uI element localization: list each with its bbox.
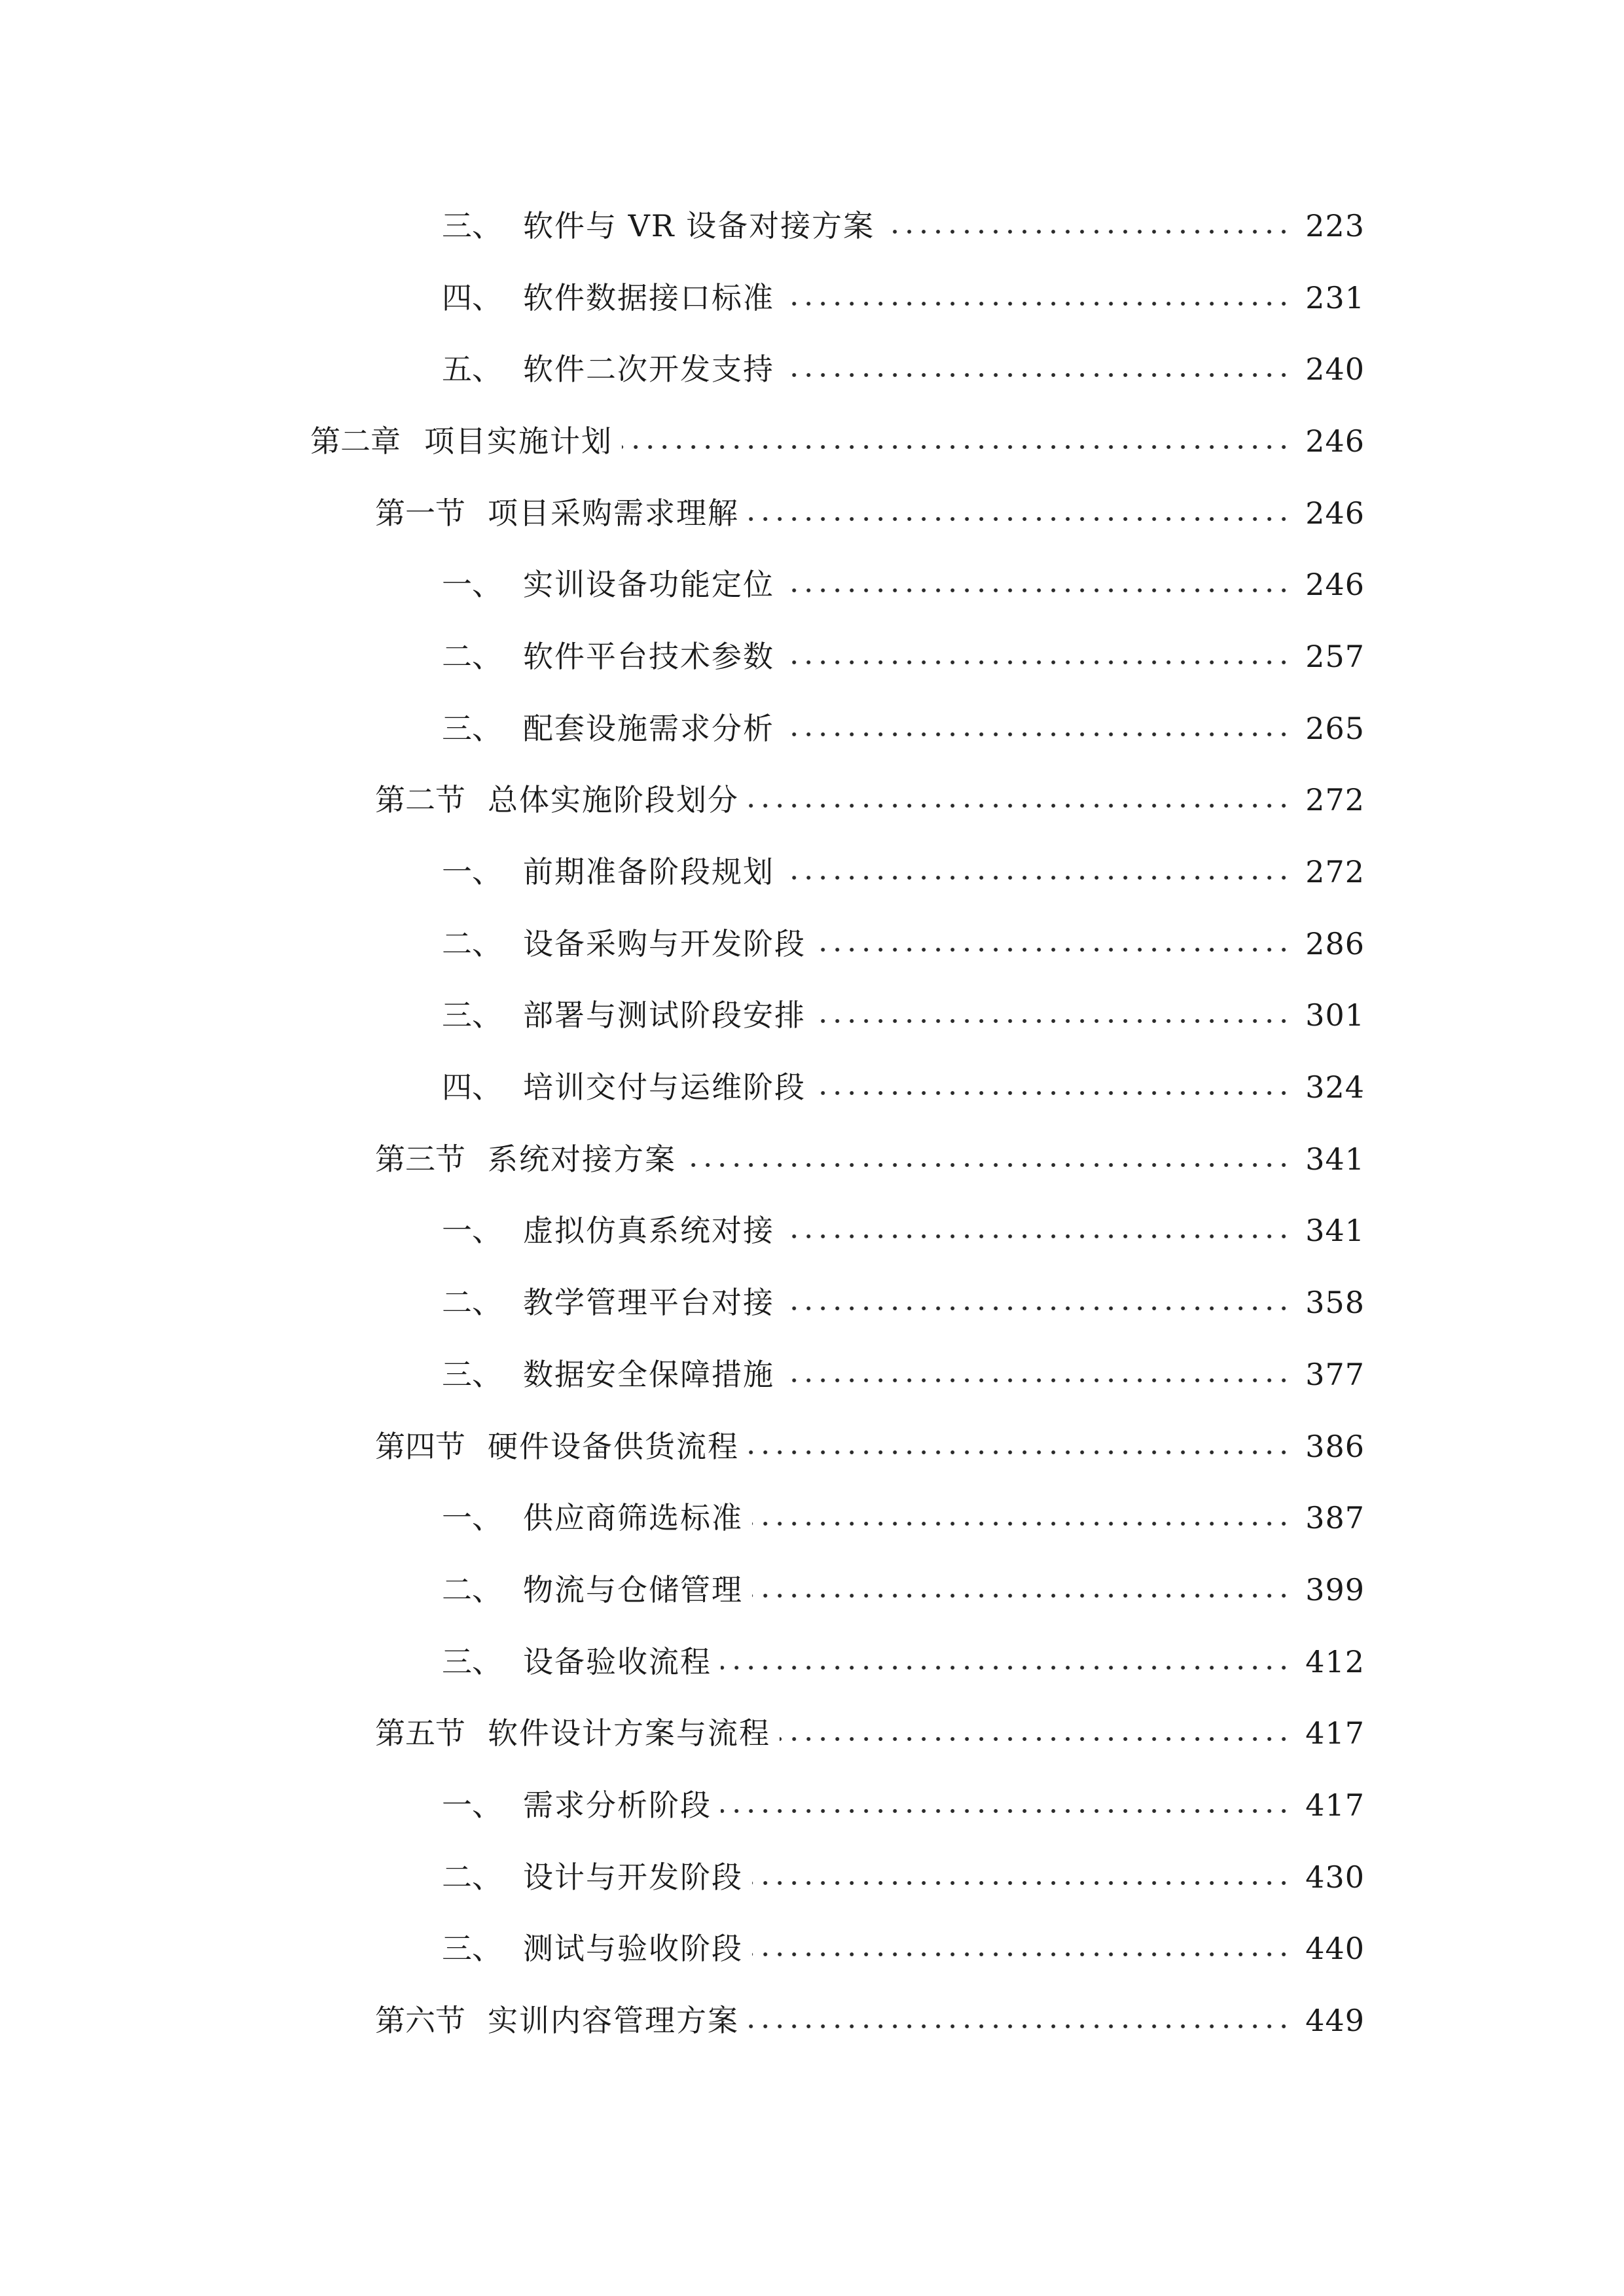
toc-entry-number: 五、 [442,351,502,387]
toc-entry-page: 430 [1305,1859,1365,1895]
toc-entry[interactable] [0,1841,1624,1913]
toc-entry-page: 440 [1305,1931,1365,1967]
toc-entry[interactable] [0,190,1624,262]
dot-leader [748,1449,1291,1456]
toc-entry-number: 三、 [442,207,502,243]
toc-entry-title: 软件平台技术参数 [523,638,774,674]
dot-leader [784,659,1291,666]
toc-entry-page: 301 [1305,997,1365,1033]
toc-entry-page: 417 [1305,1715,1365,1751]
toc-entry[interactable] [0,1554,1624,1626]
toc-entry-title: 教学管理平台对接 [523,1285,774,1321]
toc-entry-number: 第二章 [310,423,401,459]
dot-leader [815,946,1291,953]
toc-entry-number: 一、 [442,567,502,603]
dot-leader [884,228,1291,235]
toc-entry-title: 培训交付与运维阶段 [523,1069,806,1105]
toc-entry-title: 虚拟仿真系统对接 [523,1213,774,1249]
dot-leader [815,1090,1291,1096]
dot-leader [784,1233,1291,1240]
toc-entry-number: 三、 [442,1931,502,1967]
toc-entry-number: 三、 [442,1356,502,1392]
dot-leader [622,444,1291,450]
toc-entry[interactable] [0,1913,1624,1985]
toc-entry-number: 二、 [442,1571,502,1607]
dot-leader [784,300,1291,307]
toc-entry-number: 二、 [442,638,502,674]
toc-entry-page: 246 [1305,423,1365,459]
toc-entry[interactable] [0,620,1624,692]
toc-section-entry[interactable] [0,1123,1624,1195]
toc-entry[interactable] [0,980,1624,1052]
toc-entry-title: 部署与测试阶段安排 [523,997,806,1033]
dot-leader [752,1880,1291,1886]
dot-leader [748,802,1291,809]
toc-entry-number: 四、 [442,1069,502,1105]
toc-entry[interactable] [0,262,1624,334]
toc-entry[interactable] [0,1338,1624,1410]
toc-entry-title: 设备采购与开发阶段 [523,925,806,961]
toc-entry-number: 第三节 [375,1141,465,1177]
toc-entry-title: 系统对接方案 [488,1141,676,1177]
toc-section-entry[interactable] [0,477,1624,549]
toc-section-entry[interactable] [0,1410,1624,1482]
dot-leader [752,1520,1291,1527]
toc-entry-title: 设计与开发阶段 [523,1859,743,1895]
dot-leader [780,1736,1291,1742]
toc-entry[interactable] [0,548,1624,620]
toc-entry-page: 324 [1305,1069,1365,1105]
toc-entry-number: 第四节 [375,1428,465,1464]
toc-entry-page: 387 [1305,1500,1365,1536]
toc-entry-number: 一、 [442,1787,502,1823]
dot-leader [815,1018,1291,1024]
dot-leader [784,587,1291,594]
toc-entry-title: 测试与验收阶段 [523,1931,743,1967]
dot-leader [784,874,1291,881]
toc-entry-title: 硬件设备供货流程 [488,1428,739,1464]
toc-entry-number: 第五节 [375,1715,465,1751]
toc-entry-page: 377 [1305,1356,1365,1392]
toc-entry-number: 第六节 [375,2003,465,2039]
toc-entry-page: 399 [1305,1571,1365,1607]
toc-entry[interactable] [0,1195,1624,1267]
toc-section-entry[interactable] [0,1984,1624,2056]
toc-entry-page: 240 [1305,351,1365,387]
toc-entry-number: 二、 [442,925,502,961]
toc-entry-number: 一、 [442,1500,502,1536]
toc-entry-title: 软件数据接口标准 [523,279,774,315]
toc-entry-title: 实训内容管理方案 [488,2003,739,2039]
dot-leader [784,372,1291,378]
toc-entry-title: 软件与 VR 设备对接方案 [523,207,875,243]
toc-chapter-entry[interactable] [0,405,1624,477]
toc-entry-page: 412 [1305,1643,1365,1679]
toc-entry-number: 第一节 [375,495,465,531]
toc-entry[interactable] [0,1482,1624,1554]
toc-entry-page: 246 [1305,567,1365,603]
toc-entry-title: 项目实施计划 [424,423,613,459]
toc-entry-number: 三、 [442,997,502,1033]
dot-leader [752,1951,1291,1958]
dot-leader [721,1664,1291,1671]
dot-leader [721,1808,1291,1814]
dot-leader [748,2023,1291,2030]
toc-entry-number: 二、 [442,1285,502,1321]
toc-entry[interactable] [0,1266,1624,1338]
toc-entry-page: 417 [1305,1787,1365,1823]
toc-section-entry[interactable] [0,764,1624,836]
toc-entry-page: 341 [1305,1141,1365,1177]
toc-section-entry[interactable] [0,1697,1624,1769]
toc-entry-page: 223 [1305,207,1365,243]
toc-entry[interactable] [0,1051,1624,1123]
toc-entry-number: 一、 [442,1213,502,1249]
toc-entry-number: 三、 [442,710,502,746]
toc-entry[interactable] [0,836,1624,908]
toc-entry[interactable] [0,908,1624,980]
toc-entry-page: 246 [1305,495,1365,531]
toc-entry-page: 272 [1305,854,1365,890]
toc-entry-title: 配套设施需求分析 [523,710,774,746]
toc-entry-number: 四、 [442,279,502,315]
toc-entry-title: 项目采购需求理解 [488,495,739,531]
toc-entry-title: 设备验收流程 [523,1643,712,1679]
toc-entry[interactable] [0,333,1624,405]
toc-entry-number: 二、 [442,1859,502,1895]
dot-leader [784,1305,1291,1312]
toc-entry-title: 前期准备阶段规划 [523,854,774,890]
toc-entry[interactable] [0,1769,1624,1841]
toc-entry-title: 软件二次开发支持 [523,351,774,387]
toc-entry[interactable] [0,692,1624,764]
toc-entry-number: 一、 [442,854,502,890]
dot-leader [784,1377,1291,1384]
toc-entry-page: 265 [1305,710,1365,746]
toc-entry-title: 需求分析阶段 [523,1787,712,1823]
toc-entry-page: 286 [1305,925,1365,961]
toc-entry-page: 341 [1305,1213,1365,1249]
dot-leader [752,1592,1291,1599]
dot-leader [784,731,1291,738]
toc-entry-page: 386 [1305,1428,1365,1464]
toc-entry-title: 软件设计方案与流程 [488,1715,770,1751]
toc-entry-title: 物流与仓储管理 [523,1571,743,1607]
toc-entry-page: 449 [1305,2003,1365,2039]
toc-entry-page: 257 [1305,638,1365,674]
toc-entry-page: 231 [1305,279,1365,315]
dot-leader [685,1162,1291,1168]
toc-entry-title: 供应商筛选标准 [523,1500,743,1536]
toc-entry-number: 第二节 [375,782,465,818]
toc-entry-title: 实训设备功能定位 [523,567,774,603]
toc-entry-title: 数据安全保障措施 [523,1356,774,1392]
toc-entry[interactable] [0,1626,1624,1698]
toc-entry-page: 358 [1305,1285,1365,1321]
toc-entry-page: 272 [1305,782,1365,818]
toc-entry-title: 总体实施阶段划分 [488,782,739,818]
dot-leader [748,516,1291,522]
table-of-contents [0,190,1624,2056]
toc-entry-number: 三、 [442,1643,502,1679]
